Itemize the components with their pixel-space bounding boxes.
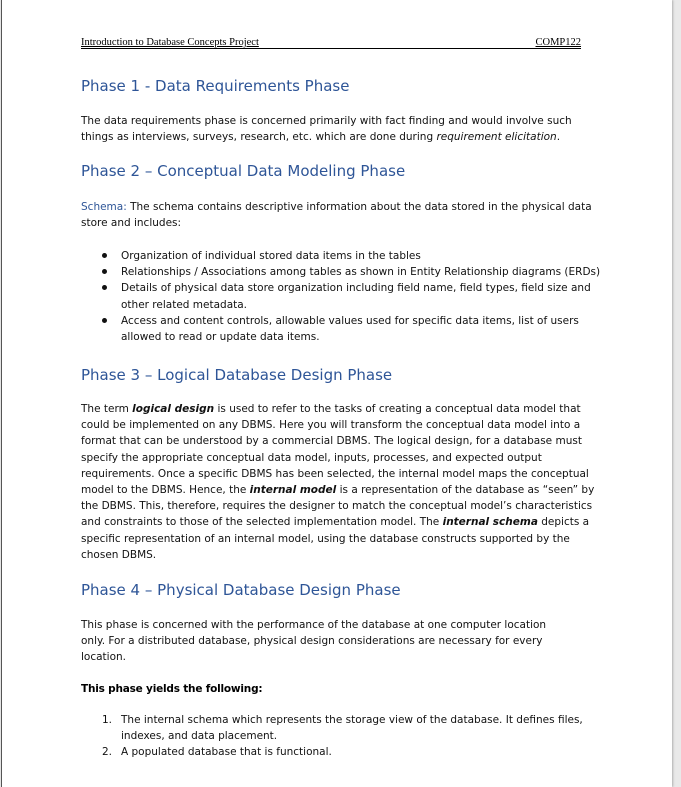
bullet-icon (102, 269, 107, 274)
header-rule (81, 48, 581, 49)
phase4-paragraph: This phase is concerned with the performance of the database at one computer location only. For a distributed database, physical design considerations are necessary for every location. (81, 619, 547, 664)
document-page (1, 0, 672, 787)
bullet-icon (102, 318, 107, 323)
list-item: 2. A populated database that is functional. (102, 744, 605, 760)
schema-label: Schema: (81, 201, 127, 213)
bullet-icon (102, 285, 107, 290)
keyword-logical-design: logical design (132, 403, 215, 415)
yields-numbered-list (102, 712, 605, 761)
phase2-heading: Phase 2 – Conceptual Data Modeling Phase (81, 162, 406, 180)
page-header (81, 37, 581, 51)
schema-bullet-list (102, 248, 605, 345)
list-item: Details of physical data store organization including field name, field types, field size and other related metadata. (102, 280, 605, 312)
keyword-internal-schema: internal schema (442, 516, 538, 529)
keyword-internal-model: internal model (249, 484, 337, 497)
phase1-paragraph: The data requirements phase is concerned primarily with fact finding and would involve such things as interviews, surveys, research, etc. which are done during requirement elicitation. (81, 115, 572, 144)
page-edge (1, 0, 2, 787)
phase4-heading: Phase 4 – Physical Database Design Phase (81, 581, 401, 599)
phase3-paragraph: The term logical design is used to refer to the tasks of creating a conceptual data model that could be implemented on any DBMS. Here you will transform the conceptual data model into a format that can be understood by a commercial DBMS. The logical design, for a database must specify the appropriate conceptual data model, inputs, processes, and expected output requirements. Once a specific DBMS has been selected, the internal model maps the conceptual model to the DBMS. Hence, the internal model is a representation of the database as “seen” by the DBMS. This, therefore, requires the designer to match the conceptual model’s characteristics and constraints to those of the selected implementation model. The internal schema depicts a specific representation of an internal model, using the database constructs supported by the chosen DBMS. (81, 403, 595, 561)
list-item: Relationships / Associations among tables as shown in Entity Relationship diagrams (ERDs) (102, 264, 605, 280)
phase1-heading: Phase 1 - Data Requirements Phase (81, 77, 350, 95)
schema-paragraph: Schema: The schema contains descriptive information about the data stored in the physical data store and includes: (81, 201, 592, 230)
list-item: Organization of individual stored data items in the tables (102, 248, 605, 264)
list-item: Access and content controls, allowable values used for specific data items, list of users allowed to read or update data items. (102, 313, 605, 345)
yields-heading: This phase yields the following: (81, 683, 263, 695)
item-number: 1. (102, 714, 113, 726)
list-item: 1. The internal schema which represents the storage view of the database. It defines files, indexes, and data placement. (102, 714, 583, 743)
item-number: 2. (102, 746, 113, 759)
header-course-title: Introduction to Database Concepts Project (81, 37, 259, 48)
phase3-heading: Phase 3 – Logical Database Design Phase (81, 366, 393, 384)
header-course-code: COMP122 (535, 37, 581, 48)
bullet-icon (102, 253, 107, 258)
